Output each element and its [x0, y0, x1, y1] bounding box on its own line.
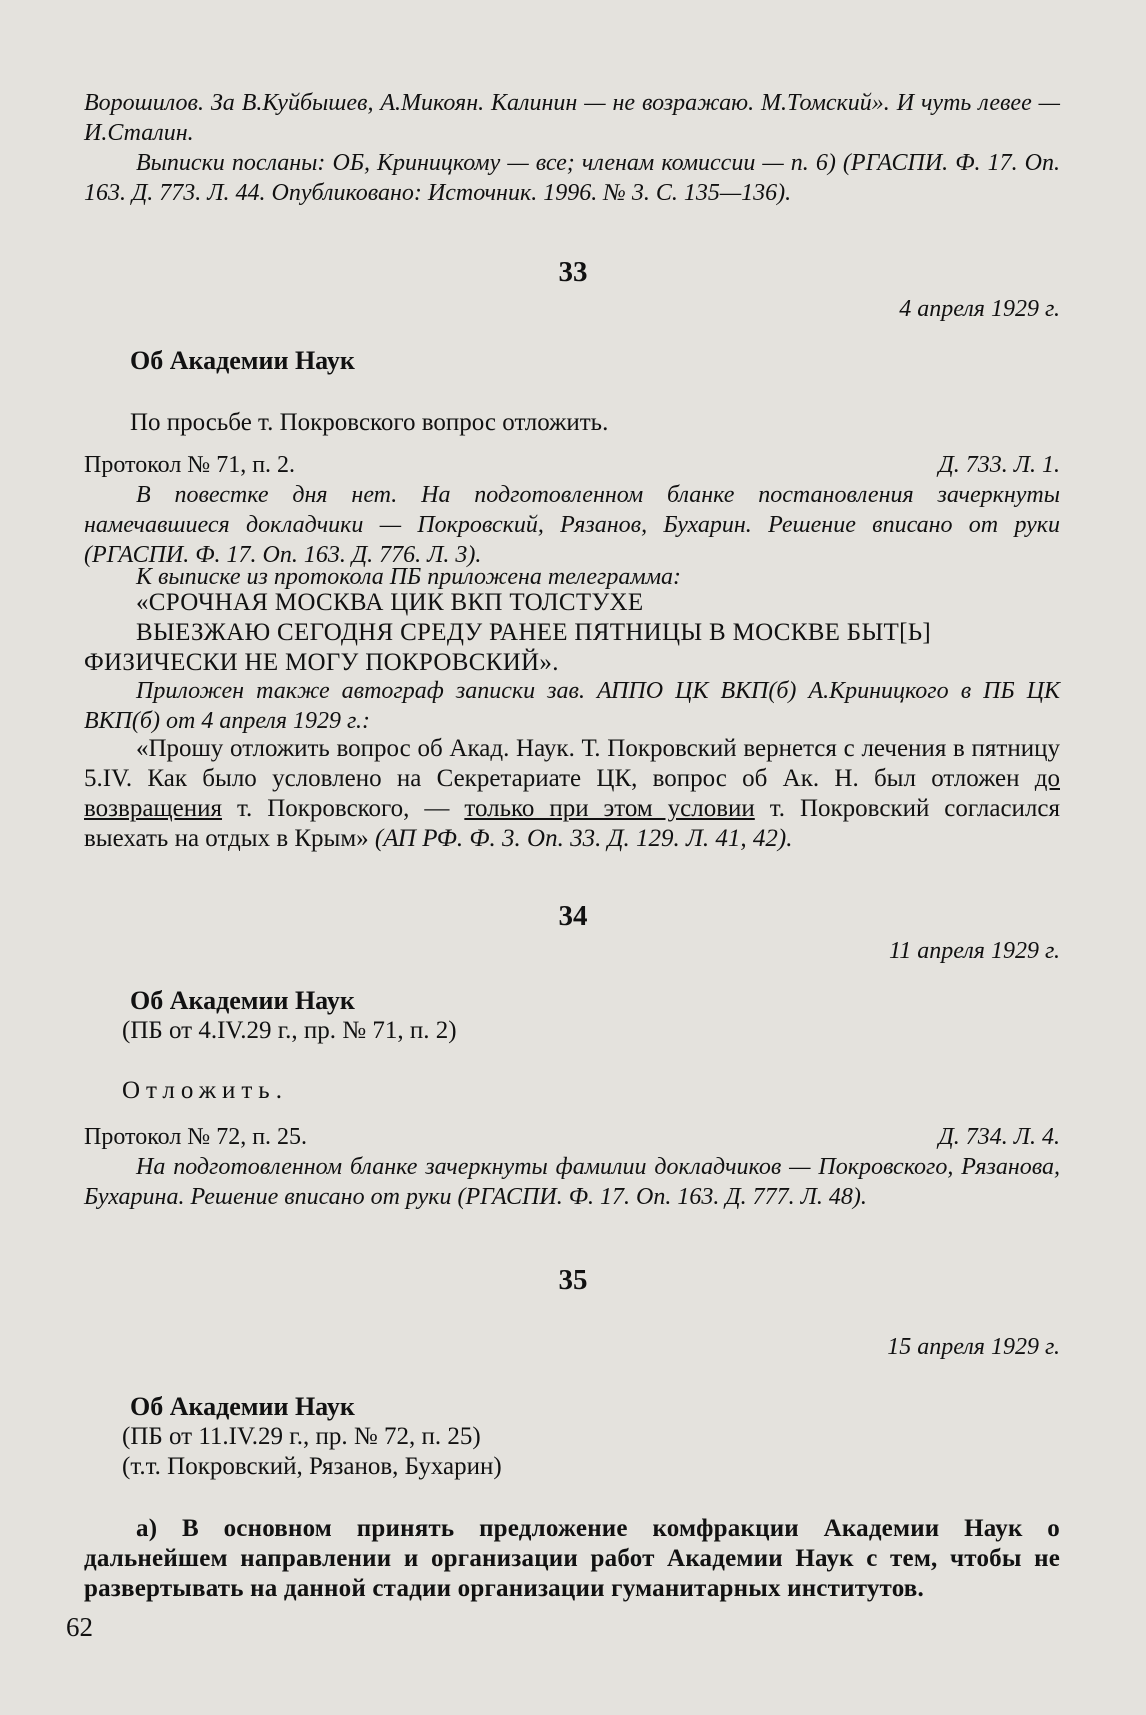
doc33-note-3: Приложен также автограф записки зав. АППО ЦК ВКП(б) А.Криницкого в ПБ ЦК ВКП(б) от 4 апреля 1929 г.: [84, 678, 1060, 734]
doc33-quote [84, 734, 1060, 854]
doc33-number: 33 [558, 256, 588, 288]
doc33-protocol: Протокол № 71, п. 2. [84, 452, 296, 478]
doc33-note-2: К выписке из протокола ПБ приложена телеграмма: [136, 564, 682, 590]
doc35-number: 35 [558, 1264, 588, 1296]
paragraph-top-1: Ворошилов. За В.Куйбышев, А.Микоян. Калинин — не возражаю. М.Томский». И чуть левее — И.Сталин. [84, 90, 1060, 146]
doc33-protocol-line [84, 452, 1060, 479]
paragraph-top-2: Выписки посланы: ОБ, Криницкому — все; членам комиссии — п. 6) (РГАСПИ. Ф. 17. Оп. 163. Д. 773. Л. 44. Опубликовано: Источник. 1996. № 3. С. 135—136). [84, 150, 1060, 206]
doc34-protocol-line [84, 1124, 1060, 1151]
doc33-decision: По просьбе т. Покровского вопрос отложить. [130, 409, 609, 436]
doc33-quote-part-c: т. Покровский согласился выехать на отдых в Крым» [84, 795, 1060, 852]
doc34-decision: Отложить. [122, 1077, 288, 1104]
doc33-date: 4 апреля 1929 г. [899, 296, 1060, 322]
doc35-decision: а) В основном принять предложение комфракции Академии Наук о дальнейшем направлении и организации работ Академии Наук с тем, чтобы не развертывать на данной стадии организации гуманитарных институтов. [84, 1515, 1060, 1602]
doc33-quote-part-a: «Прошу отложить вопрос об Акад. Наук. Т. Покровский вернется с лечения в пятницу 5.IV. Как было условлено на Секретариате ЦК, вопрос об Ак. Н. был отложен [84, 735, 1060, 792]
doc33-quote-underlined-2: только при этом условии [464, 795, 755, 822]
doc34-number: 34 [558, 900, 588, 932]
doc33-telegram-2: ВЫЕЗЖАЮ СЕГОДНЯ СРЕДУ РАНЕЕ ПЯТНИЦЫ В МОСКВЕ БЫТ[Ь] ФИЗИЧЕСКИ НЕ МОГУ ПОКРОВСКИЙ». [84, 619, 932, 676]
doc34-archive: Д. 734. Л. 4. [938, 1124, 1060, 1150]
doc34-protocol: Протокол № 72, п. 25. [84, 1124, 308, 1150]
doc33-title: Об Академии Наук [130, 346, 355, 375]
doc35-date: 15 апреля 1929 г. [887, 1334, 1060, 1360]
doc35-reference: (ПБ от 11.IV.29 г., пр. № 72, п. 25) [122, 1423, 481, 1450]
doc33-telegram-1: «СРОЧНАЯ МОСКВА ЦИК ВКП ТОЛСТУХЕ [136, 589, 644, 616]
doc34-title: Об Академии Наук [130, 986, 355, 1015]
doc33-archive: Д. 733. Л. 1. [938, 452, 1060, 478]
page-number: 62 [66, 1612, 93, 1642]
doc35-title: Об Академии Наук [130, 1392, 355, 1421]
doc34-date: 11 апреля 1929 г. [889, 938, 1060, 964]
doc34-reference: (ПБ от 4.IV.29 г., пр. № 71, п. 2) [122, 1017, 457, 1044]
doc33-quote-source: (АП РФ. Ф. 3. Оп. 33. Д. 129. Л. 41, 42). [374, 825, 793, 852]
doc34-note: На подготовленном бланке зачеркнуты фамилии докладчиков — Покровского, Рязанова, Бухарина. Решение вписано от руки (РГАСПИ. Ф. 17. Оп. 163. Д. 777. Л. 48). [84, 1154, 1060, 1210]
doc33-quote-part-b: т. Покровского, — [222, 795, 465, 822]
doc35-reference-2: (т.т. Покровский, Рязанов, Бухарин) [122, 1453, 502, 1480]
doc33-quote-underlined-1: до возвращения [84, 765, 1060, 822]
doc33-note-1: В повестке дня нет. На подготовленном бланке постановления зачеркнуты намечавшиеся докладчики — Покровский, Рязанов, Бухарин. Решение вписано от руки (РГАСПИ. Ф. 17. Оп. 163. Д. 776. Л. 3). [84, 482, 1060, 568]
